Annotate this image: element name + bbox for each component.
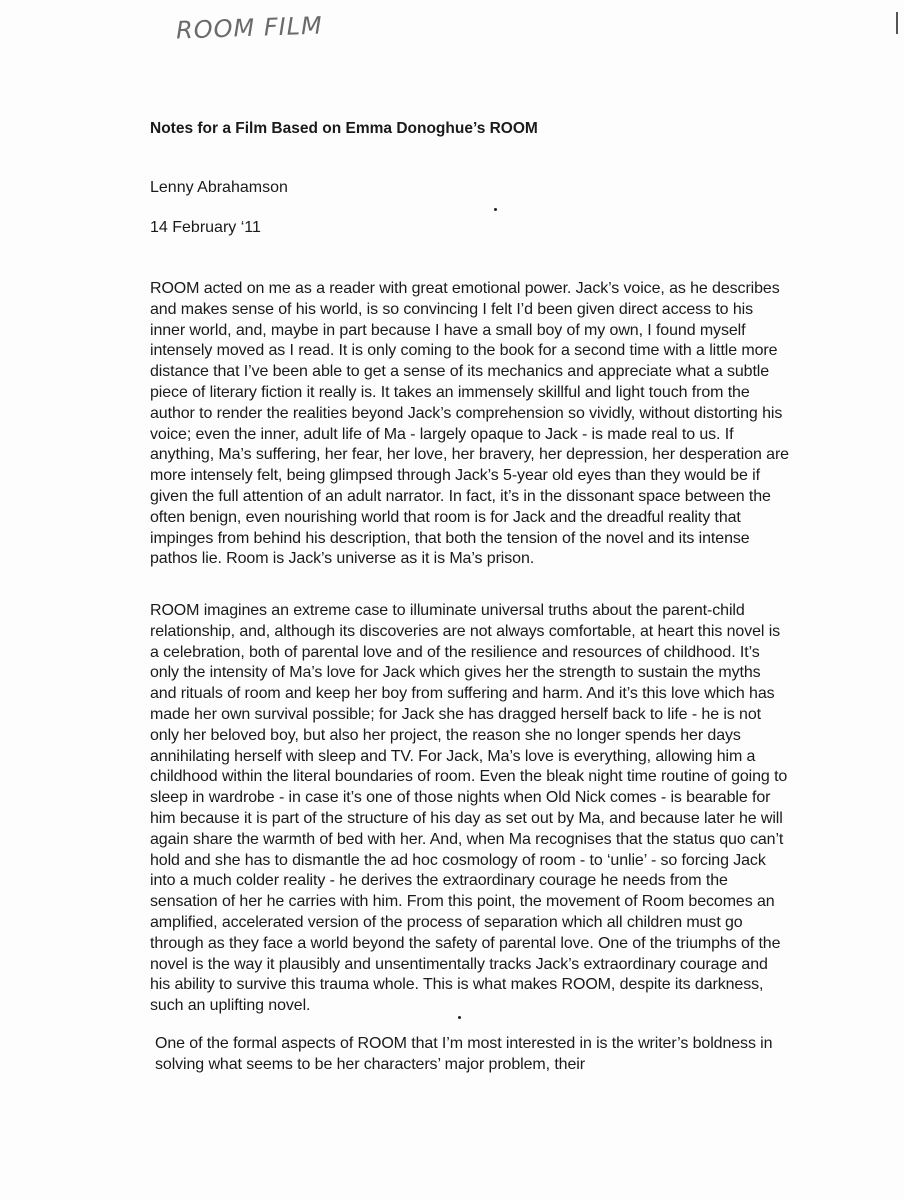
paragraph-3: One of the formal aspects of ROOM that I’m most interested in is the writer’s boldness in solving what seems to be her characters’ major problem, their: [155, 1035, 773, 1073]
scan-edge-mark: [896, 12, 898, 34]
author-name: Lenny Abrahamson: [150, 179, 288, 196]
scan-speck: [458, 1016, 461, 1019]
scan-speck: [494, 208, 497, 211]
document-date: 14 February ‘11: [150, 219, 261, 236]
paragraph-2: ROOM imagines an extreme case to illuminate universal truths about the parent-child relationship, and, although its discoveries are not always comfortable, at heart this novel is a celebration, both of parental love and of the resilience and resources of childhood. It’s only the intensity of Ma’s love for Jack which gives her the strength to sustain the myths and rituals of room and keep her boy from suffering and harm. And it’s this love which has made her own survival possible; for Jack she has dragged herself back to life - he is not only her beloved boy, but also her project, the reason she no longer spends her days annihilating herself with sleep and TV. For Jack, Ma’s love is everything, allowing him a childhood within the literal boundaries of room. Even the bleak night time routine of going to sleep in wardrobe - in case it’s one of those nights when Old Nick comes - is bearable for him because it is part of the structure of his day as set out by Ma, and because later he will again share the warmth of bed with her. And, when Ma recognises that the status quo can’t hold and she has to dismantle the ad hoc cosmology of room - to ‘unlie’ - so forcing Jack into a much colder reality - he derives the extraordinary courage he needs from the sensation of her he carries with him. From this point, the movement of Room becomes an amplified, accelerated version of the process of separation which all children must go through as they face a world beyond the safety of parental love. One of the triumphs of the novel is the way it plausibly and unsentimentally tracks Jack’s extraordinary courage and his ability to survive this trauma whole. This is what makes ROOM, despite its darkness, such an uplifting novel.: [150, 602, 788, 1015]
paragraph-1: ROOM acted on me as a reader with great emotional power. Jack’s voice, as he describes and makes sense of his world, is so convincing I felt I’d been given direct access to his inner world, and, maybe in part because I have a small boy of my own, I found myself intensely moved as I read. It is only coming to the book for a second time with a little more distance that I’ve been able to get a sense of its mechanics and appreciate what a subtle piece of literary fiction it really is. It takes an immensely skillful and light touch from the author to render the realities beyond Jack’s comprehension so vividly, without distorting his voice; even the inner, adult life of Ma - largely opaque to Jack - is made real to us. If anything, Ma’s suffering, her fear, her love, her bravery, her depression, her desperation are more intensely felt, being glimpsed through Jack’s 5-year old eyes than they would be if given the full attention of an adult narrator. In fact, it’s in the dissonant space between the often benign, even nourishing world that room is for Jack and the dreadful reality that impinges from behind his description, that both the tension of the novel and its intense pathos lie. Room is Jack’s universe as it is Ma’s prison.: [150, 280, 789, 568]
document-title: Notes for a Film Based on Emma Donoghue’s ROOM: [150, 120, 538, 137]
handwritten-annotation: ROOM FILM: [175, 11, 324, 45]
